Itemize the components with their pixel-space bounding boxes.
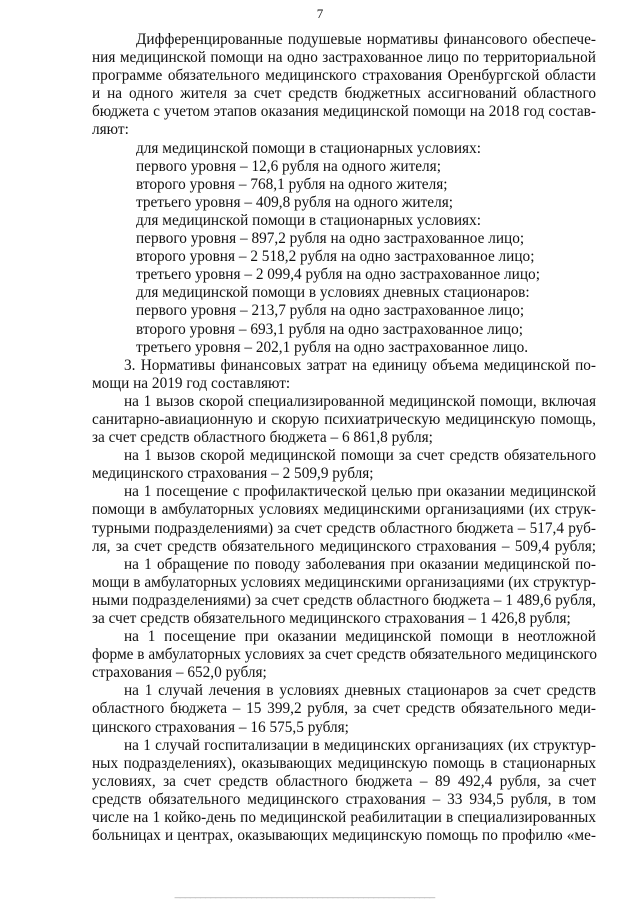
text-line: медицинского страхования – 2 509,9 рубля; — [92, 465, 374, 483]
list-item: второго уровня – 2 518,2 рубля на одно застрахованное лицо; — [136, 248, 535, 266]
text-line: помощи в амбулаторных условиях медицинскими организациями (их струк- — [92, 501, 596, 519]
text-line: программе обязательного медицинского страхования Оренбургской области — [92, 67, 596, 85]
text-line: ными подразделениями) за счет средств областного бюджета – 1 489,6 рубля, — [92, 591, 596, 609]
text-line: на 1 посещение при оказании медицинской помощи в неотложной — [124, 628, 596, 646]
text-line: ля, за счет средств обязательного медицинского страхования – 509,4 рубля; — [92, 537, 596, 555]
document-body — [92, 31, 596, 845]
paragraph-differentiated-norms — [92, 31, 596, 140]
list-item: первого уровня – 12,6 рубля на одного жителя; — [136, 157, 441, 175]
paragraph-preventive-visit — [92, 483, 596, 555]
list-item: для медицинской помощи в стационарных условиях: — [136, 211, 481, 229]
text-line: больницах и центрах, оказывающих медицинскую помощь по профилю «ме- — [92, 827, 596, 845]
text-line: ния медицинской помощи на одно застрахованное лицо по территориальной — [92, 49, 596, 67]
list-norms-by-level — [92, 140, 596, 357]
list-item: третьего уровня – 2 099,4 рубля на одно застрахованное лицо; — [136, 266, 540, 284]
text-line: областного бюджета – 15 399,2 рубля, за счет средств обязательного меди- — [92, 700, 596, 718]
text-line: мощи в амбулаторных условиях медицинскими организациями (их структур- — [92, 573, 596, 591]
text-line: турными подразделениями) за счет средств областного бюджета – 517,4 руб- — [92, 519, 596, 537]
paragraph-hospitalization — [92, 737, 596, 846]
list-item: первого уровня – 213,7 рубля на одно застрахованное лицо; — [136, 302, 525, 320]
text-line: условиях, за счет средств областного бюджета – 89 492,4 рубля, за счет — [92, 772, 596, 790]
paragraph-disease-appeal — [92, 556, 596, 628]
list-item: первого уровня – 897,2 рубля на одно застрахованное лицо; — [136, 230, 525, 248]
text-line: страхования – 652,0 рубля; — [92, 664, 267, 682]
paragraph-item-3 — [92, 357, 596, 393]
paragraph-urgent-visit — [92, 628, 596, 682]
text-line: Дифференцированные подушевые нормативы финансового обеспече- — [136, 31, 596, 48]
text-line: средств обязательного медицинского страхования – 33 934,5 рубля, в том — [92, 790, 596, 808]
text-line: бюджета с учетом этапов оказания медицинской помощи на 2018 год состав- — [92, 103, 596, 121]
text-line: форме в амбулаторных условиях за счет средств обязательного медицинского — [92, 646, 598, 664]
text-line: на 1 случай лечения в условиях дневных стационаров за счет средств — [124, 682, 596, 700]
text-line: цинского страхования – 16 575,5 рубля; — [92, 718, 349, 736]
paragraph-specialized-ambulance — [92, 393, 596, 447]
list-item: третьего уровня – 409,8 рубля на одного жителя; — [136, 193, 453, 211]
text-line: мощи на 2019 год составляют: — [92, 374, 291, 392]
text-line: на 1 посещение с профилактической целью при оказании медицинской — [124, 483, 596, 501]
text-line: и на одного жителя за счет средств бюджетных ассигнований областного — [92, 85, 596, 103]
text-line: на 1 вызов скорой медицинской помощи за счет средств обязательного — [124, 447, 596, 465]
text-line: ных подразделениях), оказывающих медицинскую помощь в стационарных — [92, 754, 596, 772]
text-line: ляют: — [92, 121, 129, 139]
clipped-next-line — [175, 897, 615, 914]
text-line: санитарно-авиационную и скорую психиатрическую медицинскую помощь, — [92, 410, 596, 428]
clipped-line-fragment: ‾‾‾‾‾‾‾‾‾‾‾‾‾‾‾‾‾‾‾‾‾‾‾‾‾‾‾‾‾‾‾‾‾‾‾‾‾‾‾‾‾‾‾‾‾‾‾‾‾‾‾ — [175, 897, 435, 914]
list-item: для медицинской помощи в условиях дневных стационаров: — [136, 284, 530, 302]
text-line: за счет средств областного бюджета – 6 861,8 рубля; — [92, 429, 433, 447]
text-line: 3. Нормативы финансовых затрат на единицу объема медицинской по- — [124, 356, 596, 374]
text-line: на 1 обращение по поводу заболевания при оказании медицинской по- — [124, 555, 596, 573]
list-item: второго уровня – 693,1 рубля на одно застрахованное лицо; — [136, 320, 523, 338]
list-item: третьего уровня – 202,1 рубля на одно застрахованное лицо. — [136, 338, 529, 356]
text-line: числе на 1 койко-день по медицинской реабилитации в специализированных — [92, 809, 596, 827]
text-line: за счет средств обязательного медицинского страхования – 1 426,8 рубля; — [92, 610, 571, 627]
list-item: второго уровня – 768,1 рубля на одного жителя; — [136, 175, 448, 193]
paragraph-ambulance-oms — [92, 447, 596, 483]
text-line: на 1 случай госпитализации в медицинских организациях (их структур- — [124, 736, 596, 754]
paragraph-day-hospital — [92, 682, 596, 736]
list-item: для медицинской помощи в стационарных условиях: — [136, 139, 481, 157]
page-number: 7 — [316, 6, 324, 21]
text-line: на 1 вызов скорой специализированной медицинской помощи, включая — [124, 392, 596, 410]
